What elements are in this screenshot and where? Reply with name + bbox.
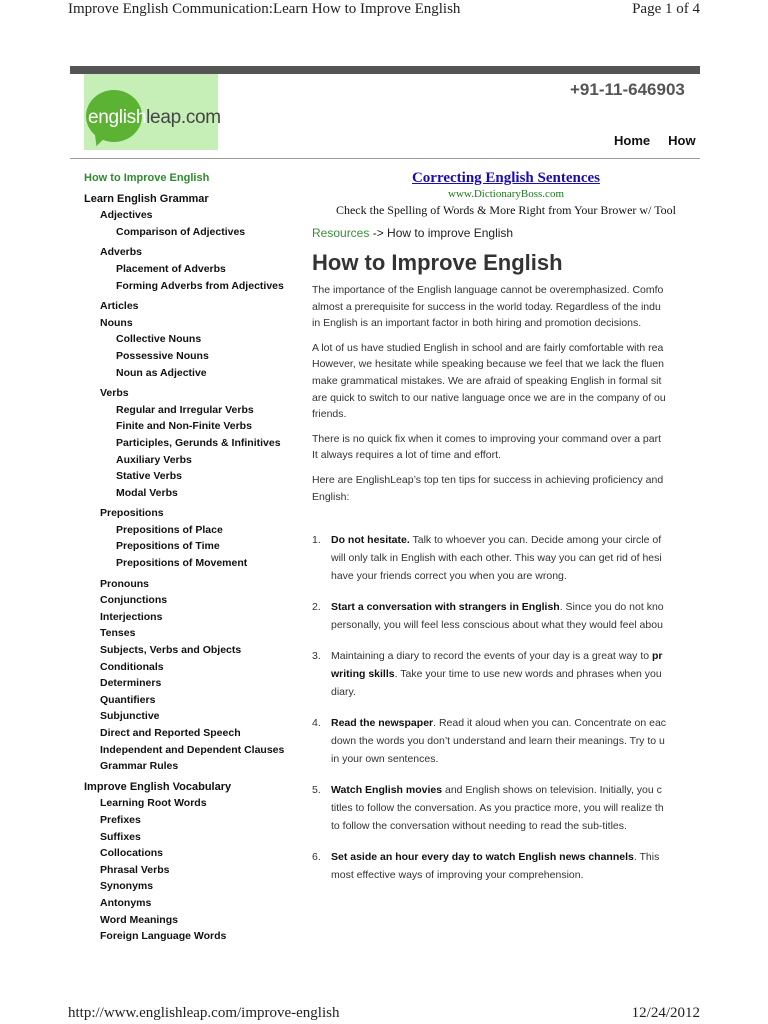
paragraph-line: almost a prerequisite for success in the world today. Regardless of the indu <box>312 300 661 313</box>
main-content <box>312 170 700 897</box>
tip-line <box>331 732 700 750</box>
tip-emphasis: writing skills <box>331 668 395 681</box>
tip-line <box>331 866 700 884</box>
sidebar-item[interactable]: Verbs <box>100 387 129 400</box>
sidebar-item[interactable]: Quantifiers <box>100 693 156 706</box>
tips-list <box>312 531 700 884</box>
print-date: 12/24/2012 <box>631 1005 700 1021</box>
paragraph-line: make grammatical mistakes. We are afraid of speaking English in formal sit <box>312 374 662 387</box>
sidebar-item[interactable]: Synonyms <box>100 880 154 893</box>
tip-line <box>331 665 700 683</box>
sidebar-item[interactable]: Adverbs <box>100 246 143 259</box>
nav-how[interactable]: How <box>668 133 696 148</box>
sidebar-item[interactable]: Suffixes <box>100 830 141 843</box>
tip-number: 3. <box>312 650 321 663</box>
sidebar-item[interactable]: Determiners <box>100 677 162 690</box>
ad-block <box>312 170 700 218</box>
paragraph-line: friends. <box>312 408 347 421</box>
tip-number: 2. <box>312 601 321 614</box>
tip-item <box>312 714 700 768</box>
tip-line <box>331 683 700 701</box>
tip-emphasis: Start a conversation with strangers in English <box>331 601 560 614</box>
paragraph <box>312 472 700 505</box>
tip-number: 4. <box>312 717 321 730</box>
tip-line <box>331 567 700 585</box>
breadcrumb-resources-link[interactable]: Resources <box>312 226 370 240</box>
sidebar-item[interactable]: Adjectives <box>100 209 153 222</box>
tip-line <box>331 531 700 549</box>
sidebar-item[interactable]: Collocations <box>100 847 164 860</box>
tip-text: to follow the conversation without needing to read the sub-titles. <box>331 820 627 833</box>
paragraph-line: English: <box>312 490 350 503</box>
tip-item <box>312 781 700 835</box>
sidebar-item[interactable]: Placement of Adverbs <box>116 262 226 275</box>
tip-emphasis: Set aside an hour every day to watch English news channels <box>331 851 634 864</box>
tip-text: and English shows on television. Initially, you c <box>442 784 662 797</box>
sidebar-item[interactable]: Subjunctive <box>100 710 160 723</box>
tip-text: down the words you don’t understand and learn their meanings. Try to u <box>331 735 665 748</box>
sidebar-item[interactable]: Nouns <box>100 316 133 329</box>
sidebar-item[interactable]: Tenses <box>100 627 136 640</box>
sidebar-item[interactable]: Interjections <box>100 610 163 623</box>
sidebar-item[interactable]: Independent and Dependent Clauses <box>100 743 285 756</box>
tip-line <box>331 647 700 665</box>
tip-text: Talk to whoever you can. Decide among your circle of <box>409 534 662 547</box>
sidebar-item[interactable]: Antonyms <box>100 896 152 909</box>
tip-text: will only talk in English with each other. This way you can get rid of hesi <box>331 552 662 565</box>
sidebar-item[interactable]: Stative Verbs <box>116 470 182 483</box>
tip-line <box>331 714 700 732</box>
tip-text: . Since you do not kno <box>559 601 664 614</box>
tip-item <box>312 598 700 634</box>
print-page-number: Page 1 of 4 <box>632 1 700 17</box>
sidebar-item[interactable]: Forming Adverbs from Adjectives <box>116 279 284 292</box>
sidebar-item[interactable]: Finite and Non-Finite Verbs <box>116 420 252 433</box>
sidebar-item[interactable]: Participles, Gerunds & Infinitives <box>116 436 281 449</box>
nav-home[interactable]: Home <box>614 133 651 148</box>
tip-line <box>331 781 700 799</box>
sidebar-item[interactable]: Learn English Grammar <box>84 192 209 205</box>
phone-number: +91-11-646903 <box>570 80 685 99</box>
tip-text: in your own sentences. <box>331 753 439 766</box>
tip-text: . This <box>633 851 660 864</box>
paragraph-line: The importance of the English language cannot be overemphasized. Comfo <box>312 284 664 296</box>
tip-number: 1. <box>312 534 321 547</box>
sidebar-item[interactable]: Regular and Irregular Verbs <box>116 403 254 416</box>
tip-emphasis: Watch English movies <box>331 784 443 797</box>
sidebar-menu <box>84 170 306 945</box>
tip-item <box>312 531 700 585</box>
tip-number: 6. <box>312 851 321 864</box>
print-page-title: Improve English Communication:Learn How to Improve English <box>68 1 461 17</box>
header-bar <box>70 66 700 74</box>
sidebar-item[interactable]: Prepositions of Movement <box>116 557 248 570</box>
sidebar-item[interactable]: Auxiliary Verbs <box>116 453 192 466</box>
intro-paragraphs <box>312 282 700 505</box>
tip-text: . Read it aloud when you can. Concentrate on eac <box>433 717 667 730</box>
paragraph <box>312 431 700 464</box>
paragraph <box>312 340 700 423</box>
tip-line <box>331 817 700 835</box>
sidebar-item[interactable]: Conjunctions <box>100 594 168 607</box>
breadcrumb-current: -> How to improve English <box>372 226 514 240</box>
sidebar-item[interactable]: Grammar Rules <box>100 760 179 773</box>
sidebar-item[interactable]: Modal Verbs <box>116 486 178 499</box>
sidebar-item[interactable]: Prepositions <box>100 507 164 520</box>
top-nav <box>614 133 700 148</box>
tip-text: Maintaining a diary to record the events of your day is a great way to <box>331 650 653 663</box>
page-title: How to Improve English <box>312 250 563 275</box>
paragraph <box>312 282 700 332</box>
paragraph-line: are quick to switch to our native language once we are in the company of ou <box>312 391 666 404</box>
sidebar-item[interactable]: Phrasal Verbs <box>100 863 170 876</box>
sidebar-item[interactable]: Subjects, Verbs and Objects <box>100 644 242 657</box>
tip-text: personally, you will feel less conscious about what they would feel abou <box>331 619 663 632</box>
site-logo[interactable] <box>84 74 221 150</box>
sidebar-item[interactable]: Collective Nouns <box>116 333 202 346</box>
sidebar-item[interactable]: Improve English Vocabulary <box>84 780 232 793</box>
sidebar-item[interactable]: Articles <box>100 300 139 313</box>
paragraph-line: in English is an important factor in both hiring and promotion decisions. <box>312 317 642 330</box>
sidebar-item[interactable]: Possessive Nouns <box>116 349 209 362</box>
sidebar-item[interactable]: Pronouns <box>100 577 149 590</box>
tip-emphasis: Do not hesitate. <box>331 534 410 547</box>
print-footer <box>68 1002 700 1024</box>
tip-emphasis: pr <box>652 650 663 663</box>
paragraph-line: However, we hesitate while speaking because we feel that we lack the fluen <box>312 358 664 371</box>
tip-line <box>331 598 700 616</box>
ad-url[interactable]: www.DictionaryBoss.com <box>448 188 564 200</box>
sidebar-item[interactable]: Word Meanings <box>100 913 178 926</box>
print-header <box>68 0 700 22</box>
sidebar-item[interactable]: Direct and Reported Speech <box>100 727 241 739</box>
sidebar-item[interactable]: How to Improve English <box>84 172 210 184</box>
sidebar-item[interactable]: Prepositions of Place <box>116 523 223 536</box>
tip-line <box>331 750 700 768</box>
ad-title-link[interactable]: Correcting English Sentences <box>411 170 601 186</box>
tip-item <box>312 848 700 884</box>
tip-text: most effective ways of improving your comprehension. <box>331 869 584 882</box>
sidebar-item[interactable]: Foreign Language Words <box>100 930 227 943</box>
sidebar-item[interactable]: Comparison of Adjectives <box>116 225 246 238</box>
tip-line <box>331 616 700 634</box>
print-page-url: http://www.englishleap.com/improve-english <box>68 1005 340 1021</box>
paragraph-line: A lot of us have studied English in school and are fairly comfortable with rea <box>312 341 664 354</box>
breadcrumb <box>312 226 700 240</box>
tip-text: diary. <box>331 686 356 699</box>
tip-line <box>331 799 700 817</box>
tip-text: titles to follow the conversation. As you practice more, you will realize th <box>331 802 664 815</box>
sidebar-item[interactable]: Prefixes <box>100 813 141 826</box>
paragraph-line: There is no quick fix when it comes to improving your command over a part <box>312 432 661 445</box>
sidebar-item[interactable]: Learning Root Words <box>100 797 207 810</box>
tip-text: . Take your time to use new words and phrases when you <box>394 668 662 681</box>
tip-item <box>312 647 700 701</box>
sidebar-item[interactable]: Conditionals <box>100 660 164 673</box>
sidebar-item[interactable]: Prepositions of Time <box>116 540 220 553</box>
logo-text: englishleap.com <box>88 107 221 128</box>
nav-divider <box>70 158 700 159</box>
paragraph-line: It always requires a lot of time and effort. <box>312 449 501 462</box>
tip-line <box>331 549 700 567</box>
sidebar-item[interactable]: Noun as Adjective <box>116 366 207 379</box>
tip-text: have your friends correct you when you are wrong. <box>331 570 567 583</box>
tip-number: 5. <box>312 784 321 797</box>
tip-line <box>331 848 700 866</box>
paragraph-line: Here are EnglishLeap’s top ten tips for success in achieving proficiency and <box>312 473 664 486</box>
tip-emphasis: Read the newspaper <box>331 717 434 730</box>
ad-description: Check the Spelling of Words & More Right from Your Brower w/ Tool <box>335 203 677 217</box>
